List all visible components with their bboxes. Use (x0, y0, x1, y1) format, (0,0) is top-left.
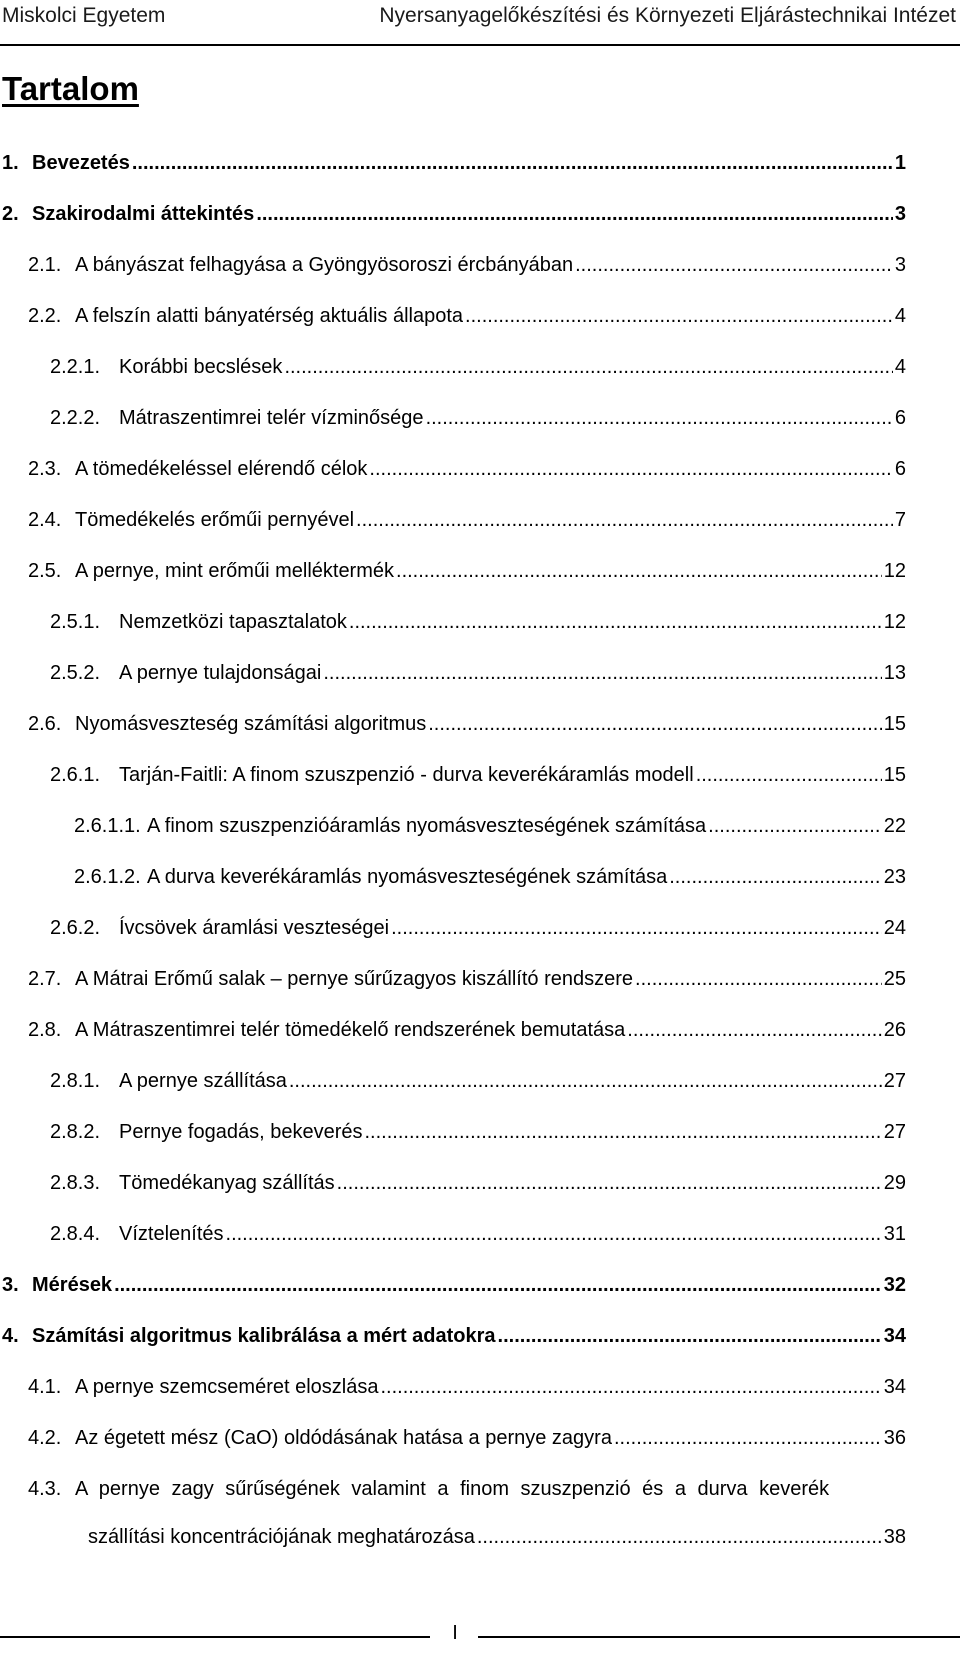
toc-leader (289, 1068, 882, 1094)
toc-text: Korábbi becslések (119, 356, 283, 378)
toc-page: 4 (894, 356, 906, 378)
toc-number: 2.8.2. (50, 1121, 101, 1143)
toc-text: A durva keverékáramlás nyomásveszteségének számítása (147, 866, 668, 888)
toc-page: 3 (894, 203, 906, 225)
toc-text-continued: szállítási koncentrációjának meghatározása (88, 1526, 475, 1548)
toc-leader (498, 1323, 882, 1349)
toc-number: 2.3. (28, 458, 62, 480)
toc-number: 3. (2, 1274, 19, 1296)
toc-leader (356, 507, 893, 533)
toc-page: 13 (883, 662, 906, 684)
toc-number: 2.6.1.1. (74, 815, 141, 837)
toc-number: 2.7. (28, 968, 62, 990)
toc-leader (132, 150, 893, 176)
toc-number: 2.5. (28, 560, 62, 582)
footer-divider-left (0, 1636, 430, 1638)
toc-entry[interactable] (2, 201, 906, 227)
toc-page: 1 (894, 152, 906, 174)
toc-entry[interactable] (28, 1017, 906, 1043)
toc-entry[interactable] (28, 303, 906, 329)
toc-title: Tartalom (2, 70, 139, 107)
toc-page: 4 (894, 305, 906, 327)
toc-leader (365, 1119, 882, 1145)
toc-text: A Mátraszentimrei telér tömedékelő rendszerének bemutatása (75, 1019, 626, 1041)
toc-number: 2.5.2. (50, 662, 101, 684)
toc-entry[interactable] (28, 1476, 906, 1550)
toc-page: 7 (894, 509, 906, 531)
toc-number: 4.3. (28, 1478, 62, 1500)
toc-text: Szakirodalmi áttekintés (32, 203, 255, 225)
toc-number: 2.8.1. (50, 1070, 101, 1092)
toc-text: Tömedékanyag szállítás (119, 1172, 335, 1194)
toc-text: Ívcsövek áramlási veszteségei (119, 917, 390, 939)
toc-entry[interactable] (28, 1374, 906, 1400)
toc-page: 38 (883, 1526, 906, 1548)
toc-entry[interactable] (50, 915, 906, 941)
header-institute: Nyersanyagelőkészítési és Környezeti Eljárástechnikai Intézet (379, 4, 956, 27)
toc-entry[interactable] (28, 966, 906, 992)
toc-leader (614, 1425, 882, 1451)
toc-page: 15 (883, 764, 906, 786)
toc-text: A Mátrai Erőmű salak – pernye sűrűzagyos kiszállító rendszere (75, 968, 634, 990)
toc-page: 25 (883, 968, 906, 990)
toc-number: 1. (2, 152, 19, 174)
toc-entry[interactable] (2, 150, 906, 176)
toc-leader (635, 966, 882, 992)
toc-text: A pernye, mint erőműi melléktermék (75, 560, 395, 582)
toc-text: A pernye szállítása (119, 1070, 287, 1092)
toc-number: 2.2.1. (50, 356, 101, 378)
toc-text: Mérések (32, 1274, 113, 1296)
toc-number: 2.8. (28, 1019, 62, 1041)
toc-page: 3 (894, 254, 906, 276)
toc-entry[interactable] (28, 507, 906, 533)
toc-leader (708, 813, 882, 839)
toc-entry[interactable] (28, 711, 906, 737)
toc-entry[interactable] (50, 1221, 906, 1247)
toc-text: Mátraszentimrei telér vízminősége (119, 407, 424, 429)
toc-number: 4.1. (28, 1376, 62, 1398)
toc-leader (323, 660, 881, 686)
toc-leader (114, 1272, 882, 1298)
toc-text: A pernye zagy sűrűségének valamint a finom szuszpenzió és a durva keverék (75, 1478, 830, 1500)
toc-leader (256, 201, 893, 227)
toc-text: A felszín alatti bányatérség aktuális állapota (75, 305, 464, 327)
toc-text: Víztelenítés (119, 1223, 224, 1245)
toc-leader (349, 609, 882, 635)
toc-entry[interactable] (28, 1425, 906, 1451)
toc-leader (391, 915, 882, 941)
toc-number: 2.8.4. (50, 1223, 101, 1245)
toc-text: A pernye tulajdonságai (119, 662, 322, 684)
toc-text: A tömedékeléssel elérendő célok (75, 458, 368, 480)
toc-leader (226, 1221, 882, 1247)
toc-leader (696, 762, 882, 788)
toc-entry[interactable] (50, 405, 906, 431)
toc-number: 2. (2, 203, 19, 225)
toc-entry[interactable] (50, 1170, 906, 1196)
toc-number: 2.6.1. (50, 764, 101, 786)
toc-leader (337, 1170, 882, 1196)
toc-leader (465, 303, 893, 329)
toc-page: 31 (883, 1223, 906, 1245)
toc-page: 23 (883, 866, 906, 888)
toc-leader (428, 711, 882, 737)
toc-leader (380, 1374, 881, 1400)
header-divider (0, 44, 960, 46)
toc-leader (669, 864, 882, 890)
toc-leader (369, 456, 892, 482)
toc-text: A pernye szemcseméret eloszlása (75, 1376, 379, 1398)
toc-page: 22 (883, 815, 906, 837)
toc-page: 26 (883, 1019, 906, 1041)
toc-entry[interactable] (50, 1068, 906, 1094)
page-header (0, 0, 960, 48)
toc-number: 2.4. (28, 509, 62, 531)
toc-text: Nyomásveszteség számítási algoritmus (75, 713, 427, 735)
toc-page: 27 (883, 1070, 906, 1092)
toc-number: 2.1. (28, 254, 62, 276)
toc-number: 2.6.1.2. (74, 866, 141, 888)
toc-text: A bányászat felhagyása a Gyöngyösoroszi ércbányában (75, 254, 574, 276)
toc-page: 12 (883, 611, 906, 633)
toc-leader (477, 1524, 882, 1550)
toc-entry[interactable] (50, 609, 906, 635)
toc-number: 4.2. (28, 1427, 62, 1449)
toc-page: 27 (883, 1121, 906, 1143)
toc-entry[interactable] (28, 456, 906, 482)
toc-page: 15 (883, 713, 906, 735)
toc-text: Számítási algoritmus kalibrálása a mért adatokra (32, 1325, 496, 1347)
toc-entry[interactable] (2, 1272, 906, 1298)
toc-leader (627, 1017, 881, 1043)
toc-page: 6 (894, 458, 906, 480)
toc-page: 34 (883, 1325, 906, 1347)
toc-number: 2.6.2. (50, 917, 101, 939)
toc-text: Tarján-Faitli: A finom szuszpenzió - durva keverékáramlás modell (119, 764, 694, 786)
toc-leader (426, 405, 893, 431)
toc-text: Tömedékelés erőműi pernyével (75, 509, 355, 531)
toc-text: Bevezetés (32, 152, 130, 174)
toc-number: 4. (2, 1325, 19, 1347)
toc-entry[interactable] (28, 252, 906, 278)
toc-entry[interactable] (74, 864, 906, 890)
toc-entry[interactable] (50, 660, 906, 686)
toc-number: 2.6. (28, 713, 62, 735)
toc-text: A finom szuszpenzióáramlás nyomásveszteségének számítása (147, 815, 707, 837)
toc-entry[interactable] (50, 354, 906, 380)
toc-entry[interactable] (2, 1323, 906, 1349)
footer-divider-right (478, 1636, 960, 1638)
toc-page: 24 (883, 917, 906, 939)
header-university: Miskolci Egyetem (2, 4, 166, 27)
toc-leader (396, 558, 882, 584)
toc-entry[interactable] (28, 558, 906, 584)
toc-page: 12 (883, 560, 906, 582)
toc-text: Pernye fogadás, bekeverés (119, 1121, 363, 1143)
toc-page: 34 (883, 1376, 906, 1398)
toc-entry[interactable] (50, 1119, 906, 1145)
toc-number: 2.8.3. (50, 1172, 101, 1194)
toc-number: 2.5.1. (50, 611, 101, 633)
toc-number: 2.2.2. (50, 407, 101, 429)
toc-entry[interactable] (74, 813, 906, 839)
footer-page-number: I (452, 1622, 458, 1644)
toc-page: 36 (883, 1427, 906, 1449)
toc-leader (575, 252, 893, 278)
toc-leader (284, 354, 892, 380)
toc-entry[interactable] (50, 762, 906, 788)
toc-text: Nemzetközi tapasztalatok (119, 611, 347, 633)
toc-page: 6 (894, 407, 906, 429)
toc-page: 29 (883, 1172, 906, 1194)
toc-number: 2.2. (28, 305, 62, 327)
toc-text: Az égetett mész (CaO) oldódásának hatása a pernye zagyra (75, 1427, 612, 1449)
toc-page: 32 (883, 1274, 906, 1296)
